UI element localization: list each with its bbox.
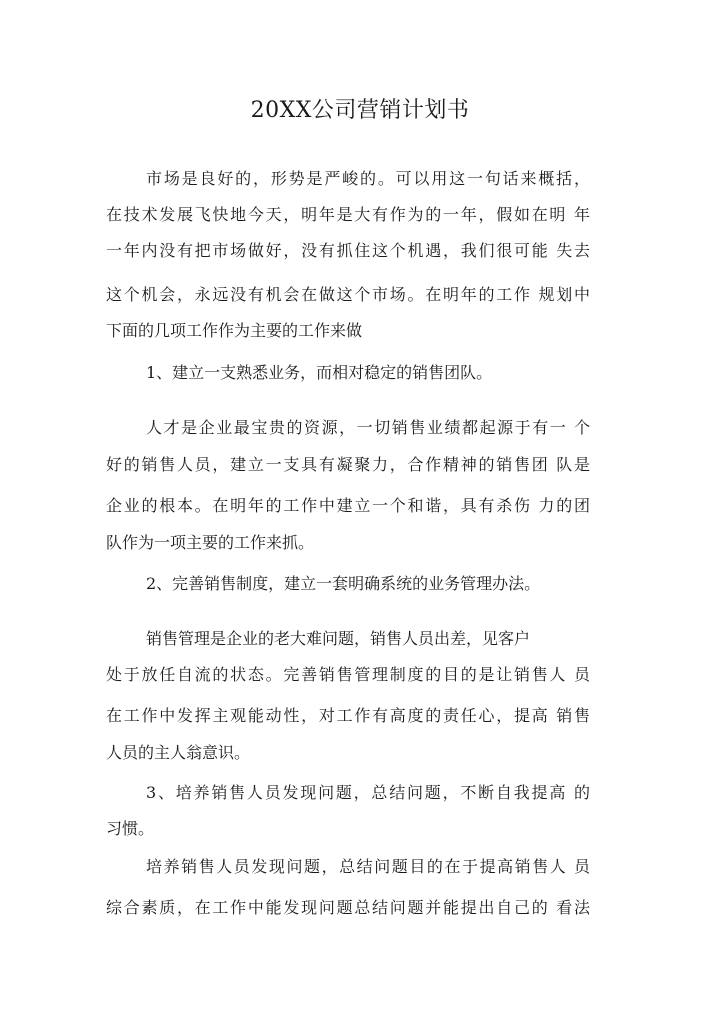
section-heading-2: 2、完善销售制度，建立一套明确系统的业务管理办法。 xyxy=(146,574,541,593)
paragraph-line: 培养销售人员发现问题，总结问题目的在于提高销售人 员 xyxy=(146,857,590,876)
section-heading-3-continued: 习惯。 xyxy=(106,819,155,838)
paragraph-line: 人员的主人翁意识。 xyxy=(106,743,251,762)
paragraph-line: 市场是良好的，形势是严峻的。可以用这一句话来概括， xyxy=(146,169,590,188)
paragraph-line: 队作为一项主要的工作来抓。 xyxy=(106,533,315,552)
document-title: 20XX公司营销计划书 xyxy=(250,98,470,123)
paragraph-line: 下面的几项工作作为主要的工作来做 xyxy=(106,321,363,340)
paragraph-line: 综合素质，在工作中能发现问题总结问题并能提出自己的 看法 xyxy=(106,898,590,917)
paragraph-line: 处于放任自流的状态。完善销售管理制度的目的是让销售人 员 xyxy=(106,665,590,684)
paragraph-line: 人才是企业最宝贵的资源，一切销售业绩都起源于有一 个 xyxy=(146,418,590,437)
paragraph-line: 销售管理是企业的老大难问题，销售人员出差，见客户 xyxy=(146,629,531,648)
paragraph-line: 这个机会，永远没有机会在做这个市场。在明年的工作 规划中 xyxy=(106,285,590,304)
paragraph-line: 好的销售人员，建立一支具有凝聚力，合作精神的销售团 队是 xyxy=(106,455,590,474)
paragraph-line: 在技术发展飞快地今天，明年是大有作为的一年，假如在明 年 xyxy=(106,205,590,224)
section-heading-3: 3、培养销售人员发现问题，总结问题，不断自我提高 的 xyxy=(146,783,590,802)
paragraph-line: 一年内没有把市场做好，没有抓住这个机遇，我们很可能 失去 xyxy=(106,241,590,260)
paragraph-line: 企业的根本。在明年的工作中建立一个和谐，具有杀伤 力的团 xyxy=(106,496,590,515)
section-heading-1: 1、建立一支熟悉业务，而相对稳定的销售团队。 xyxy=(146,363,493,382)
paragraph-line: 在工作中发挥主观能动性，对工作有高度的责任心，提高 销售 xyxy=(106,706,590,725)
